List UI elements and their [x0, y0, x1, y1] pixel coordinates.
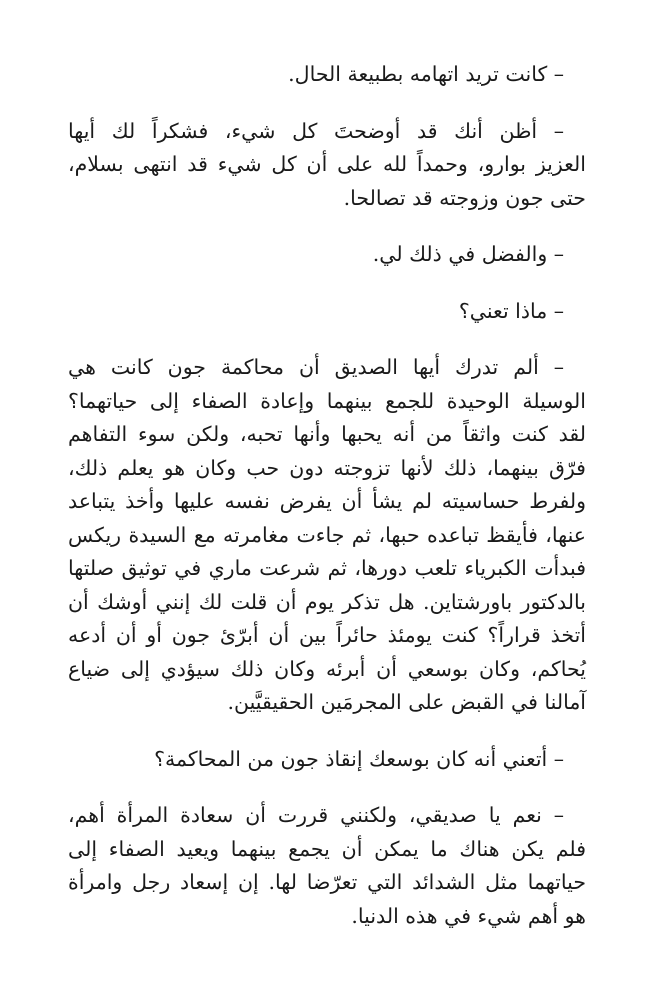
text-line: بالدكتور باورشتاين. هل تذكر يوم أن قلت لك إنني أوشك أن: [68, 589, 586, 614]
dialogue-paragraph-1: [68, 58, 586, 92]
dialogue-paragraph-2: [68, 115, 586, 216]
text-line: أتخذ قراراً؟ كنت يومئذ حائراً بين أن أبرّئ جون أو أن أدعه: [68, 623, 586, 647]
dialogue-paragraph-4: [68, 295, 586, 329]
text-line: – أظن أنك قد أوضحتَ كل شيء، فشكراً لك أيها: [68, 118, 564, 143]
text-line: حتى جون وزوجته قد تصالحا.: [343, 185, 586, 210]
text-line: فلم يكن هناك ما يمكن أن يجمع بينهما ويعيد الصفاء إلى: [68, 836, 586, 861]
dialogue-paragraph-6: [68, 743, 586, 777]
text-line: حياتهما مثل الشدائد التي تعرّضا لها. إن إسعاد رجل وامرأة: [68, 870, 586, 894]
text-line: الوسيلة الوحيدة للجمع بينهما وإعادة الصفاء إلى حياتهما؟: [68, 388, 586, 413]
dialogue-paragraph-7: [68, 799, 586, 933]
text-line: لقد كنت واثقاً من أنه يحبها وأنها تحبه، ولكن سوء التفاهم: [68, 422, 586, 446]
book-page: [68, 58, 586, 956]
text-line: – ألم تدرك أيها الصديق أن محاكمة جون كانت هي: [68, 355, 564, 379]
text-line: عنها، فأيقظ تباعده حبها، ثم جاءت مغامرته مع السيدة ريكس: [68, 522, 586, 547]
text-line: – ماذا تعني؟: [458, 298, 564, 323]
text-line: – والفضل في ذلك لي.: [372, 242, 564, 266]
text-line: آمالنا في القبض على المجرمَين الحقيقيَّين.: [227, 690, 586, 714]
text-line: – أتعني أنه كان بوسعك إنقاذ جون من المحاكمة؟: [154, 746, 564, 771]
text-line: – نعم يا صديقي، ولكنني قررت أن سعادة المرأة أهم،: [68, 803, 564, 827]
text-line: فبدأت الكبرياء تلعب دورها، ثم شرعت ماري في توثيق صلتها: [68, 556, 586, 580]
text-line: ولفرط حساسيته لم يشأ أن يفرض نفسه عليها وأخذ يتباعد: [68, 489, 586, 513]
text-line: يُحاكم، وكان بوسعي أن أبرئه وكان ذلك سيؤدي إلى ضياع: [68, 656, 586, 681]
text-line: – كانت تريد اتهامه بطبيعة الحال.: [288, 62, 564, 86]
text-line: العزيز بوارو، وحمداً لله على أن كل شيء قد انتهى بسلام،: [68, 152, 586, 176]
text-line: فرّق بينهما، ذلك لأنها تزوجته دون حب وكان هو يعلم ذلك،: [68, 455, 586, 480]
text-line: هو أهم شيء في هذه الدنيا.: [351, 903, 586, 928]
dialogue-paragraph-3: [68, 238, 586, 272]
dialogue-paragraph-5: [68, 351, 586, 720]
